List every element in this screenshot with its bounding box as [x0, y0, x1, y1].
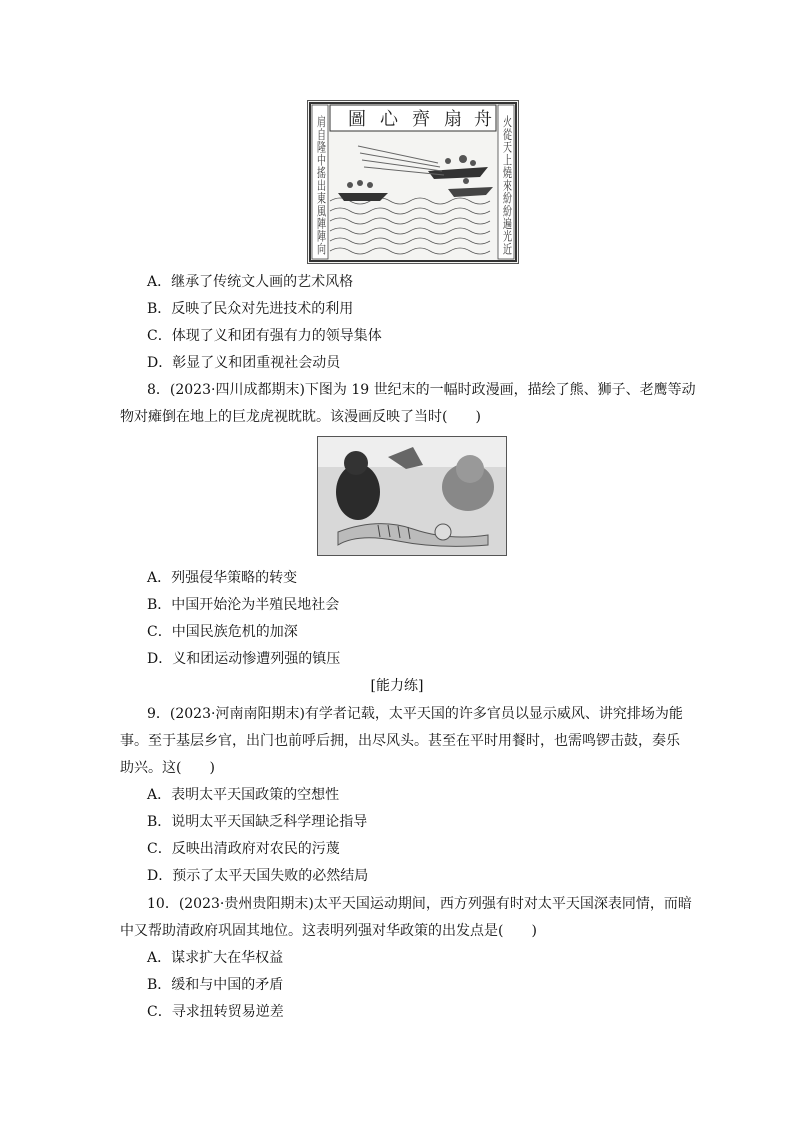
q9-option-d: D．预示了太平天国失败的必然结局 [147, 868, 369, 884]
q9-option-a: A．表明太平天国政策的空想性 [147, 787, 340, 803]
title-char-4: 扇 [444, 109, 462, 130]
title-char-1: 圖 [348, 109, 366, 130]
q10-stem-line2: 中又帮助清政府巩固其地位。这表明列强对华政策的出发点是( ) [120, 923, 537, 939]
q9-stem-line3: 助兴。这( ) [120, 760, 215, 776]
q9-option-c: C．反映出清政府对农民的污蔑 [147, 841, 340, 857]
q7-option-a: A．继承了传统文人画的艺术风格 [147, 274, 354, 290]
q10-option-b: B．缓和与中国的矛盾 [147, 977, 284, 993]
q8-option-b: B．中国开始沦为半殖民地社会 [147, 597, 340, 613]
political-cartoon-figure [317, 436, 507, 556]
cartoon-illustration [318, 437, 506, 555]
title-char-2: 心 [380, 109, 398, 130]
q8-option-c: C．中国民族危机的加深 [147, 624, 298, 640]
q7-option-d: D．彰显了义和团重视社会动员 [147, 355, 341, 371]
q8-option-a: A．列强侵华策略的转变 [147, 570, 298, 586]
q9-option-b: B．说明太平天国缺乏科学理论指导 [147, 814, 368, 830]
q8-stem-line1: 8．(2023·四川成都期末)下图为 19 世纪末的一幅时政漫画，描绘了熊、狮子、老鹰等动 [147, 382, 696, 398]
q9-stem-line1: 9．(2023·河南南阳期末)有学者记载，太平天国的许多官员以显示威风、讲究排场为能 [147, 706, 683, 722]
q8-stem-line2: 物对瘫倒在地上的巨龙虎视眈眈。该漫画反映了当时( ) [120, 409, 481, 425]
right-caption: 火從天上燒來紛紛遍光近 [501, 115, 511, 214]
q10-option-a: A．谋求扩大在华权益 [147, 950, 284, 966]
left-caption: 肩自隆中搖出東風陣陣向 [315, 115, 325, 214]
woodcut-illustration [308, 101, 518, 263]
boxer-woodcut-figure [307, 100, 519, 264]
q10-stem-line1: 10．(2023·贵州贵阳期末)太平天国运动期间，西方列强有时对太平天国深表同情，而暗 [147, 896, 692, 912]
section-label: [能力练] [370, 678, 424, 694]
q7-option-b: B．反映了民众对先进技术的利用 [147, 301, 354, 317]
title-char-5: 舟 [474, 109, 492, 130]
q10-option-c: C．寻求扭转贸易逆差 [147, 1004, 284, 1020]
q7-option-c: C．体现了义和团有强有力的领导集体 [147, 328, 382, 344]
q9-stem-line2: 事。至于基层乡官，出门也前呼后拥，出尽风头。甚至在平时用餐时，也需鸣锣击鼓，奏乐 [120, 733, 680, 749]
q8-option-d: D．义和团运动惨遭列强的镇压 [147, 651, 341, 667]
title-char-3: 齊 [412, 109, 430, 130]
